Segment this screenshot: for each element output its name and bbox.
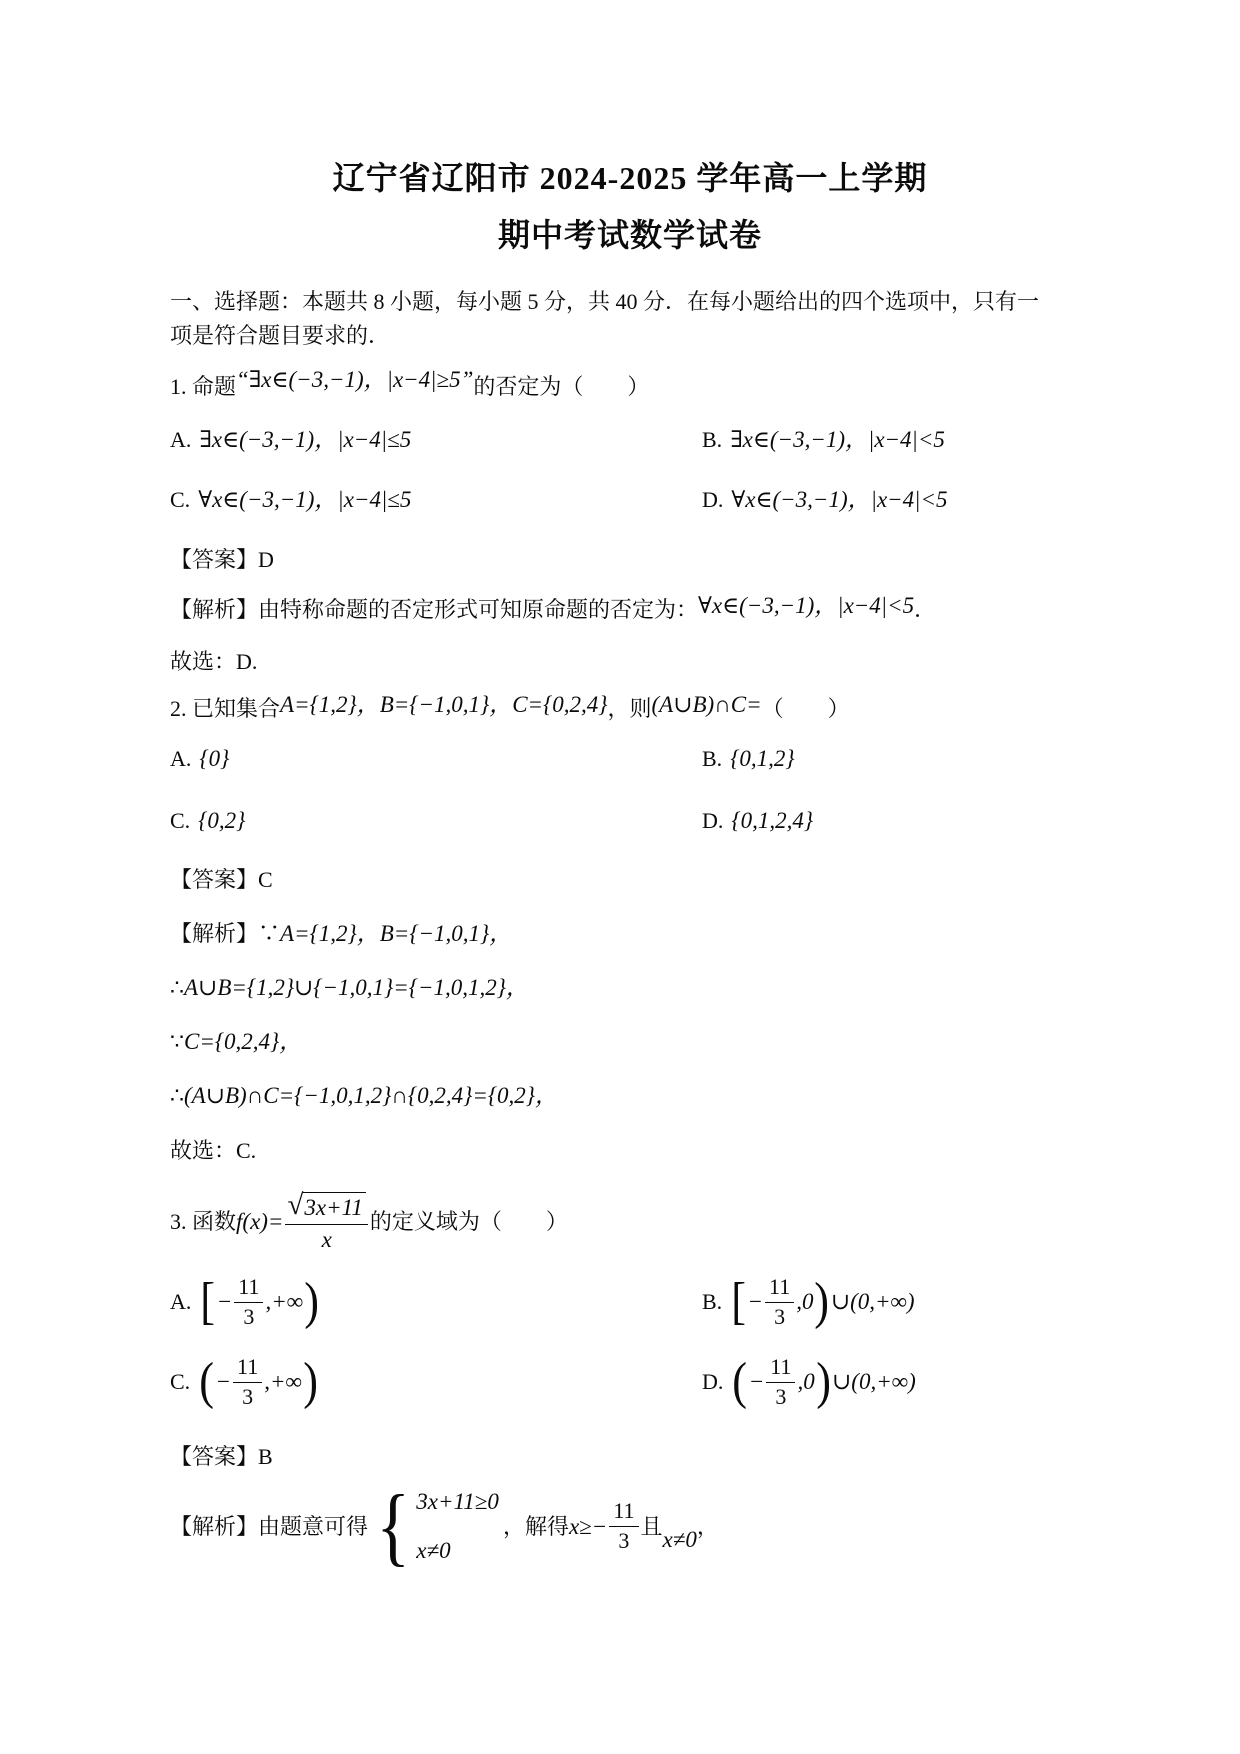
fraction-numerator: 11 <box>766 1355 795 1383</box>
section-heading-line2: 项是符合题目要求的． <box>170 323 391 348</box>
fraction-denominator: 3 <box>775 1383 787 1409</box>
math-expression: C={0,2,4}， <box>184 1029 303 1054</box>
analysis-text: ， <box>696 1513 719 1539</box>
analysis-line <box>170 590 1090 630</box>
option-label: D. <box>702 808 724 833</box>
analysis-line <box>170 1477 1090 1575</box>
question-3 <box>170 1188 1090 1575</box>
question-1-stem <box>170 369 1090 405</box>
math-expression: (A∪B)∩C={−1,0,1,2}∩{0,2,4}={0,2}， <box>184 1083 558 1108</box>
fraction-numerator: 11 <box>609 1499 638 1527</box>
fraction <box>234 1275 263 1329</box>
answer-line <box>170 1440 1090 1474</box>
union-tail: ∪(0,+∞) <box>830 1289 915 1314</box>
math-expression: A∪B={1,2}∪{−1,0,1}={−1,0,1,2}， <box>184 975 529 1000</box>
option-label: D. <box>702 487 724 512</box>
minus-sign: − <box>215 1369 232 1394</box>
page-title-line1: 辽宁省辽阳市 2024-2025 学年高一上学期 <box>332 160 928 196</box>
option-label: A. <box>170 427 192 452</box>
minus-sign: − <box>747 1289 764 1314</box>
analysis-line-4 <box>170 1079 1090 1113</box>
option-label: A. <box>170 1289 192 1314</box>
question-1 <box>170 369 1090 679</box>
analysis-text: 且 <box>640 1513 663 1539</box>
fraction-denominator: 3 <box>243 1303 255 1329</box>
answer-label: 【答案】 <box>170 547 259 572</box>
option-c <box>170 482 702 518</box>
page-title-line2: 期中考试数学试卷 <box>497 217 762 253</box>
because-symbol: ∵ <box>258 921 281 946</box>
interval-body: ,0 <box>797 1369 815 1394</box>
math-expression: {0} <box>199 746 230 771</box>
fraction-denominator: x <box>321 1226 332 1252</box>
case-line-1: 3x+11≥0 <box>416 1489 499 1514</box>
minus-sign: − <box>216 1289 233 1314</box>
math-expression: {0,1,2,4} <box>731 808 814 833</box>
math-expression: {0,1,2} <box>730 746 795 771</box>
conclusion-line: 故选：C. <box>170 1138 257 1163</box>
option-label: C. <box>170 487 191 512</box>
option-b: B. [ − $\frac{11}{3}$ ,0 ) ∪(0,+∞) <box>702 1273 915 1330</box>
math-expression: x≥ <box>568 1513 592 1539</box>
fraction <box>765 1275 794 1329</box>
analysis-text: ． <box>914 597 937 622</box>
fraction-denominator: 3 <box>242 1383 254 1409</box>
answer-value: D <box>258 547 274 572</box>
fraction <box>609 1499 638 1553</box>
option-c: C. ( − $\frac{11}{3}$ ,+∞ ) <box>170 1353 318 1410</box>
analysis-label: 【解析】 <box>170 921 259 946</box>
fraction <box>285 1188 367 1253</box>
union-tail: ∪(0,+∞) <box>832 1369 916 1394</box>
option-label: A. <box>170 746 192 771</box>
therefore-symbol: ∴ <box>170 1083 184 1108</box>
because-symbol: ∵ <box>170 1029 184 1054</box>
answer-label: 【答案】 <box>170 867 259 892</box>
math-expression: ∀x∈(−3,−1)，|x−4|≤5 <box>198 487 412 512</box>
stem-text: ，则 <box>607 696 652 721</box>
question-2-stem <box>170 689 1090 729</box>
analysis-label: 【解析】 <box>170 1513 259 1539</box>
answer-line <box>170 543 1090 577</box>
fraction-numerator: 11 <box>765 1275 794 1303</box>
fraction <box>233 1355 262 1409</box>
fraction <box>766 1355 795 1409</box>
stem-text: 的否定为（ ） <box>473 374 650 399</box>
option-a: A. [ − $\frac{11}{3}$ ,+∞ ) <box>170 1273 320 1330</box>
question-3-stem <box>170 1190 1090 1254</box>
option-d: D. ( − $\frac{11}{3}$ ,0 ) ∪(0,+∞) <box>702 1353 916 1410</box>
answer-label: 【答案】 <box>170 1444 259 1469</box>
math-expression: “∃x∈(−3,−1)，|x−4|≥5” <box>236 367 474 392</box>
question-3-options <box>170 1270 1090 1414</box>
fraction-numerator: 11 <box>233 1355 262 1383</box>
math-expression: ∀x∈(−3,−1)，|x−4|<5 <box>731 487 948 512</box>
fraction-denominator: 3 <box>618 1528 630 1553</box>
question-2-options <box>170 741 1090 839</box>
analysis-line-1 <box>170 917 1090 951</box>
math-expression: ∀x∈(−3,−1)，|x−4|<5 <box>698 593 915 618</box>
option-c <box>170 803 702 839</box>
answer-value: B <box>258 1444 273 1469</box>
math-expression: ∃x∈(−3,−1)，|x−4|<5 <box>730 427 945 452</box>
question-2 <box>170 689 1090 1168</box>
math-expression: A={1,2}，B={−1,0,1}，C={0,2,4} <box>280 692 608 717</box>
analysis-text: 由特称命题的否定形式可知原命题的否定为： <box>258 597 699 622</box>
question-1-options <box>170 422 1090 518</box>
minus-sign: − <box>748 1369 765 1394</box>
option-label: C. <box>170 808 191 833</box>
cases-system: { 3x+11≥0 x≠0 <box>376 1477 499 1575</box>
option-b <box>702 422 948 458</box>
analysis-line-2 <box>170 971 1090 1005</box>
math-expression: (A∪B)∩C= <box>651 692 762 717</box>
fraction-numerator <box>285 1188 367 1225</box>
radical-sign: √ <box>287 1188 304 1221</box>
analysis-text: ，解得 <box>502 1513 569 1539</box>
option-d <box>702 803 813 839</box>
section-heading <box>170 285 1090 353</box>
fraction-denominator: 3 <box>774 1303 786 1329</box>
stem-text: 的定义域为（ ） <box>369 1209 568 1234</box>
option-d <box>702 482 948 518</box>
fraction-numerator: 11 <box>234 1275 263 1303</box>
math-expression: ∃x∈(−3,−1)，|x−4|≤5 <box>199 427 412 452</box>
radicand: 3x+11 <box>303 1192 366 1221</box>
option-label: B. <box>702 746 723 771</box>
analysis-line-3 <box>170 1025 1090 1059</box>
case-line-2: x≠0 <box>416 1538 451 1563</box>
math-expression: A={1,2}，B={−1,0,1}， <box>280 921 513 946</box>
option-b <box>702 741 813 777</box>
therefore-symbol: ∴ <box>170 975 184 1000</box>
stem-text: 2. 已知集合 <box>170 696 281 721</box>
math-expression: f(x)= <box>236 1209 284 1234</box>
interval-body: ,0 <box>796 1289 814 1314</box>
stem-text: （ ） <box>761 696 850 721</box>
math-expression: {0,2} <box>198 808 246 833</box>
stem-text: 1. 命题 <box>170 374 237 399</box>
analysis-label: 【解析】 <box>170 597 259 622</box>
cases-column <box>416 1482 499 1571</box>
option-label: B. <box>702 427 723 452</box>
interval-body: ,+∞ <box>264 1369 302 1394</box>
answer-value: C <box>258 867 273 892</box>
analysis-text: 由题意可得 <box>258 1513 369 1539</box>
square-root <box>287 1188 365 1221</box>
option-a <box>170 741 702 777</box>
option-label: D. <box>702 1369 724 1394</box>
option-label: C. <box>170 1369 191 1394</box>
section-heading-line1: 一、选择题：本题共 8 小题，每小题 5 分，共 40 分．在每小题给出的四个选项中，只有一 <box>170 289 1040 314</box>
minus-sign: − <box>591 1513 608 1539</box>
conclusion-line: 故选：D. <box>170 649 258 674</box>
answer-line <box>170 863 1090 897</box>
interval-body: ,+∞ <box>265 1289 304 1314</box>
math-expression: x≠0 <box>662 1526 697 1552</box>
stem-text: 3. 函数 <box>170 1209 237 1234</box>
option-a <box>170 422 702 458</box>
option-label: B. <box>702 1289 723 1314</box>
